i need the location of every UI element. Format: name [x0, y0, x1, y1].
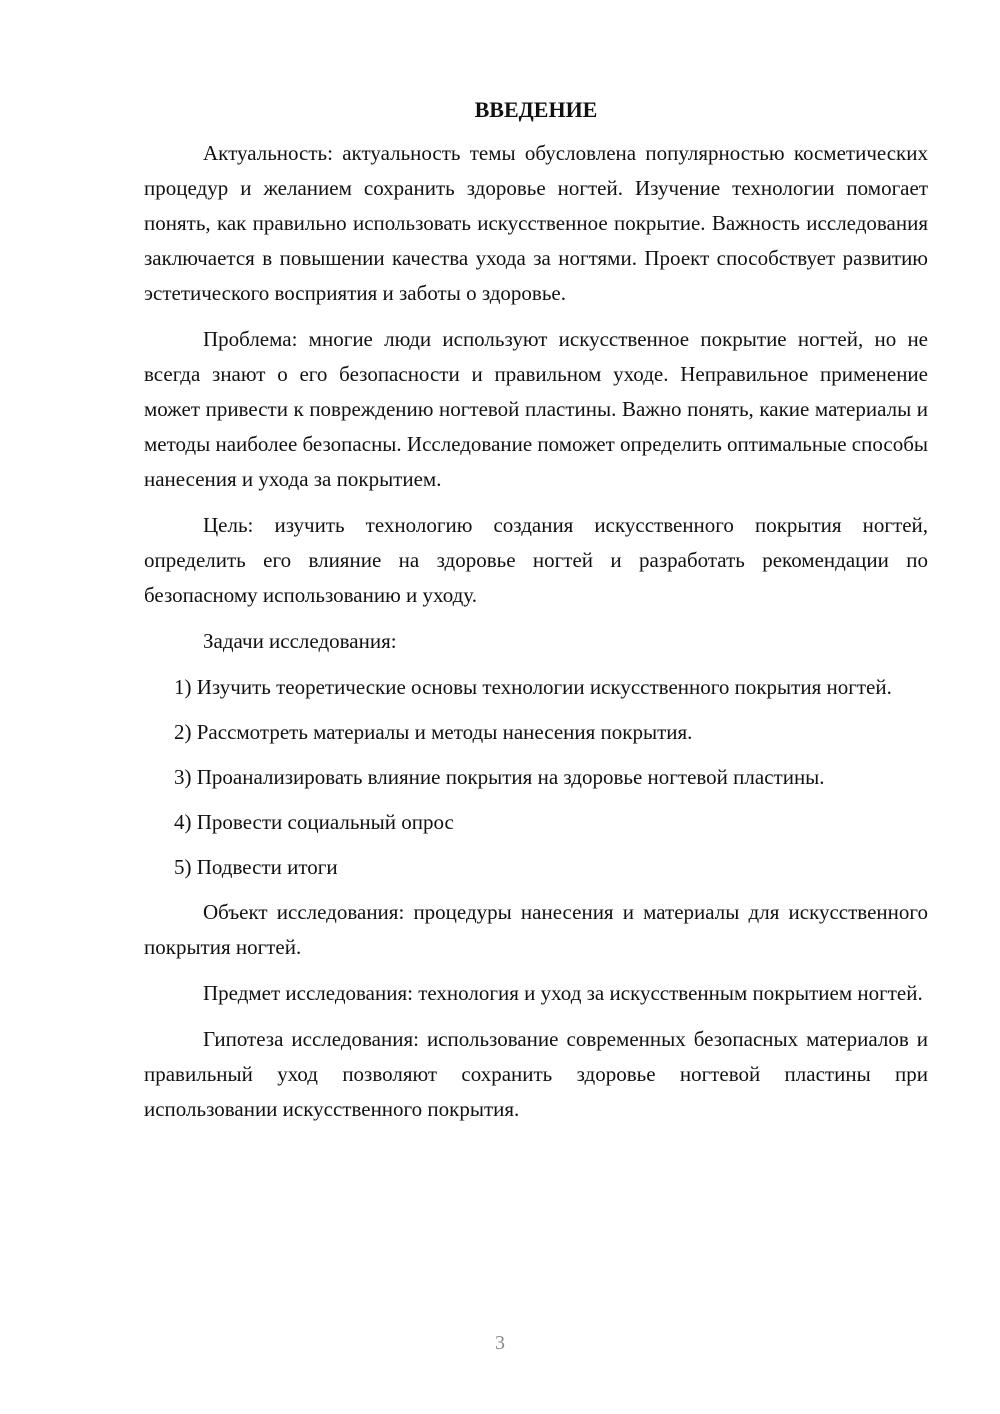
task-item-4: 4) Провести социальный опрос	[174, 810, 454, 834]
task-item-1: 1) Изучить теоретические основы технологии искусственного покрытия ногтей.	[174, 675, 892, 699]
tasks-heading: Задачи исследования:	[203, 629, 397, 653]
task-item-2: 2) Рассмотреть материалы и методы нанесения покрытия.	[174, 720, 693, 744]
subject-paragraph: Предмет исследования: технология и уход за искусственным покрытием ногтей.	[203, 981, 923, 1005]
problem-paragraph: Проблема: многие люди используют искусственное покрытие ногтей, но не всегда знают о его безопасности и правильном уходе. Неправильное применение может привести к повреждению ногтевой пластины. Важно понять, какие материалы и методы наиболее безопасны. Исследование поможет определить оптимальные способы нанесения и ухода за покрытием.	[144, 327, 929, 491]
document-page	[144, 94, 928, 1138]
page-title: ВВЕДЕНИЕ	[474, 97, 598, 122]
hypothesis-paragraph: Гипотеза исследования: использование современных безопасных материалов и правильный уход позволяют сохранить здоровье ногтевой пластины при использовании искусственного покрытия.	[144, 1027, 928, 1121]
goal-paragraph: Цель: изучить технологию создания искусственного покрытия ногтей, определить его влияние на здоровье ногтей и разработать рекомендации по безопасному использованию и уходу.	[144, 513, 928, 607]
page-number: 3	[495, 1332, 505, 1354]
task-item-5: 5) Подвести итоги	[174, 855, 338, 879]
object-paragraph: Объект исследования: процедуры нанесения и материалы для искусственного покрытия ногтей.	[144, 900, 928, 959]
relevance-paragraph: Актуальность: актуальность темы обусловлена популярностью косметических процедур и желанием сохранить здоровье ногтей. Изучение технологии помогает понять, как правильно использовать искусственное покрытие. Важность исследования заключается в повышении качества ухода за ногтями. Проект способствует развитию эстетического восприятия и заботы о здоровье.	[144, 141, 928, 305]
task-item-3: 3) Проанализировать влияние покрытия на здоровье ногтевой пластины.	[174, 765, 825, 789]
